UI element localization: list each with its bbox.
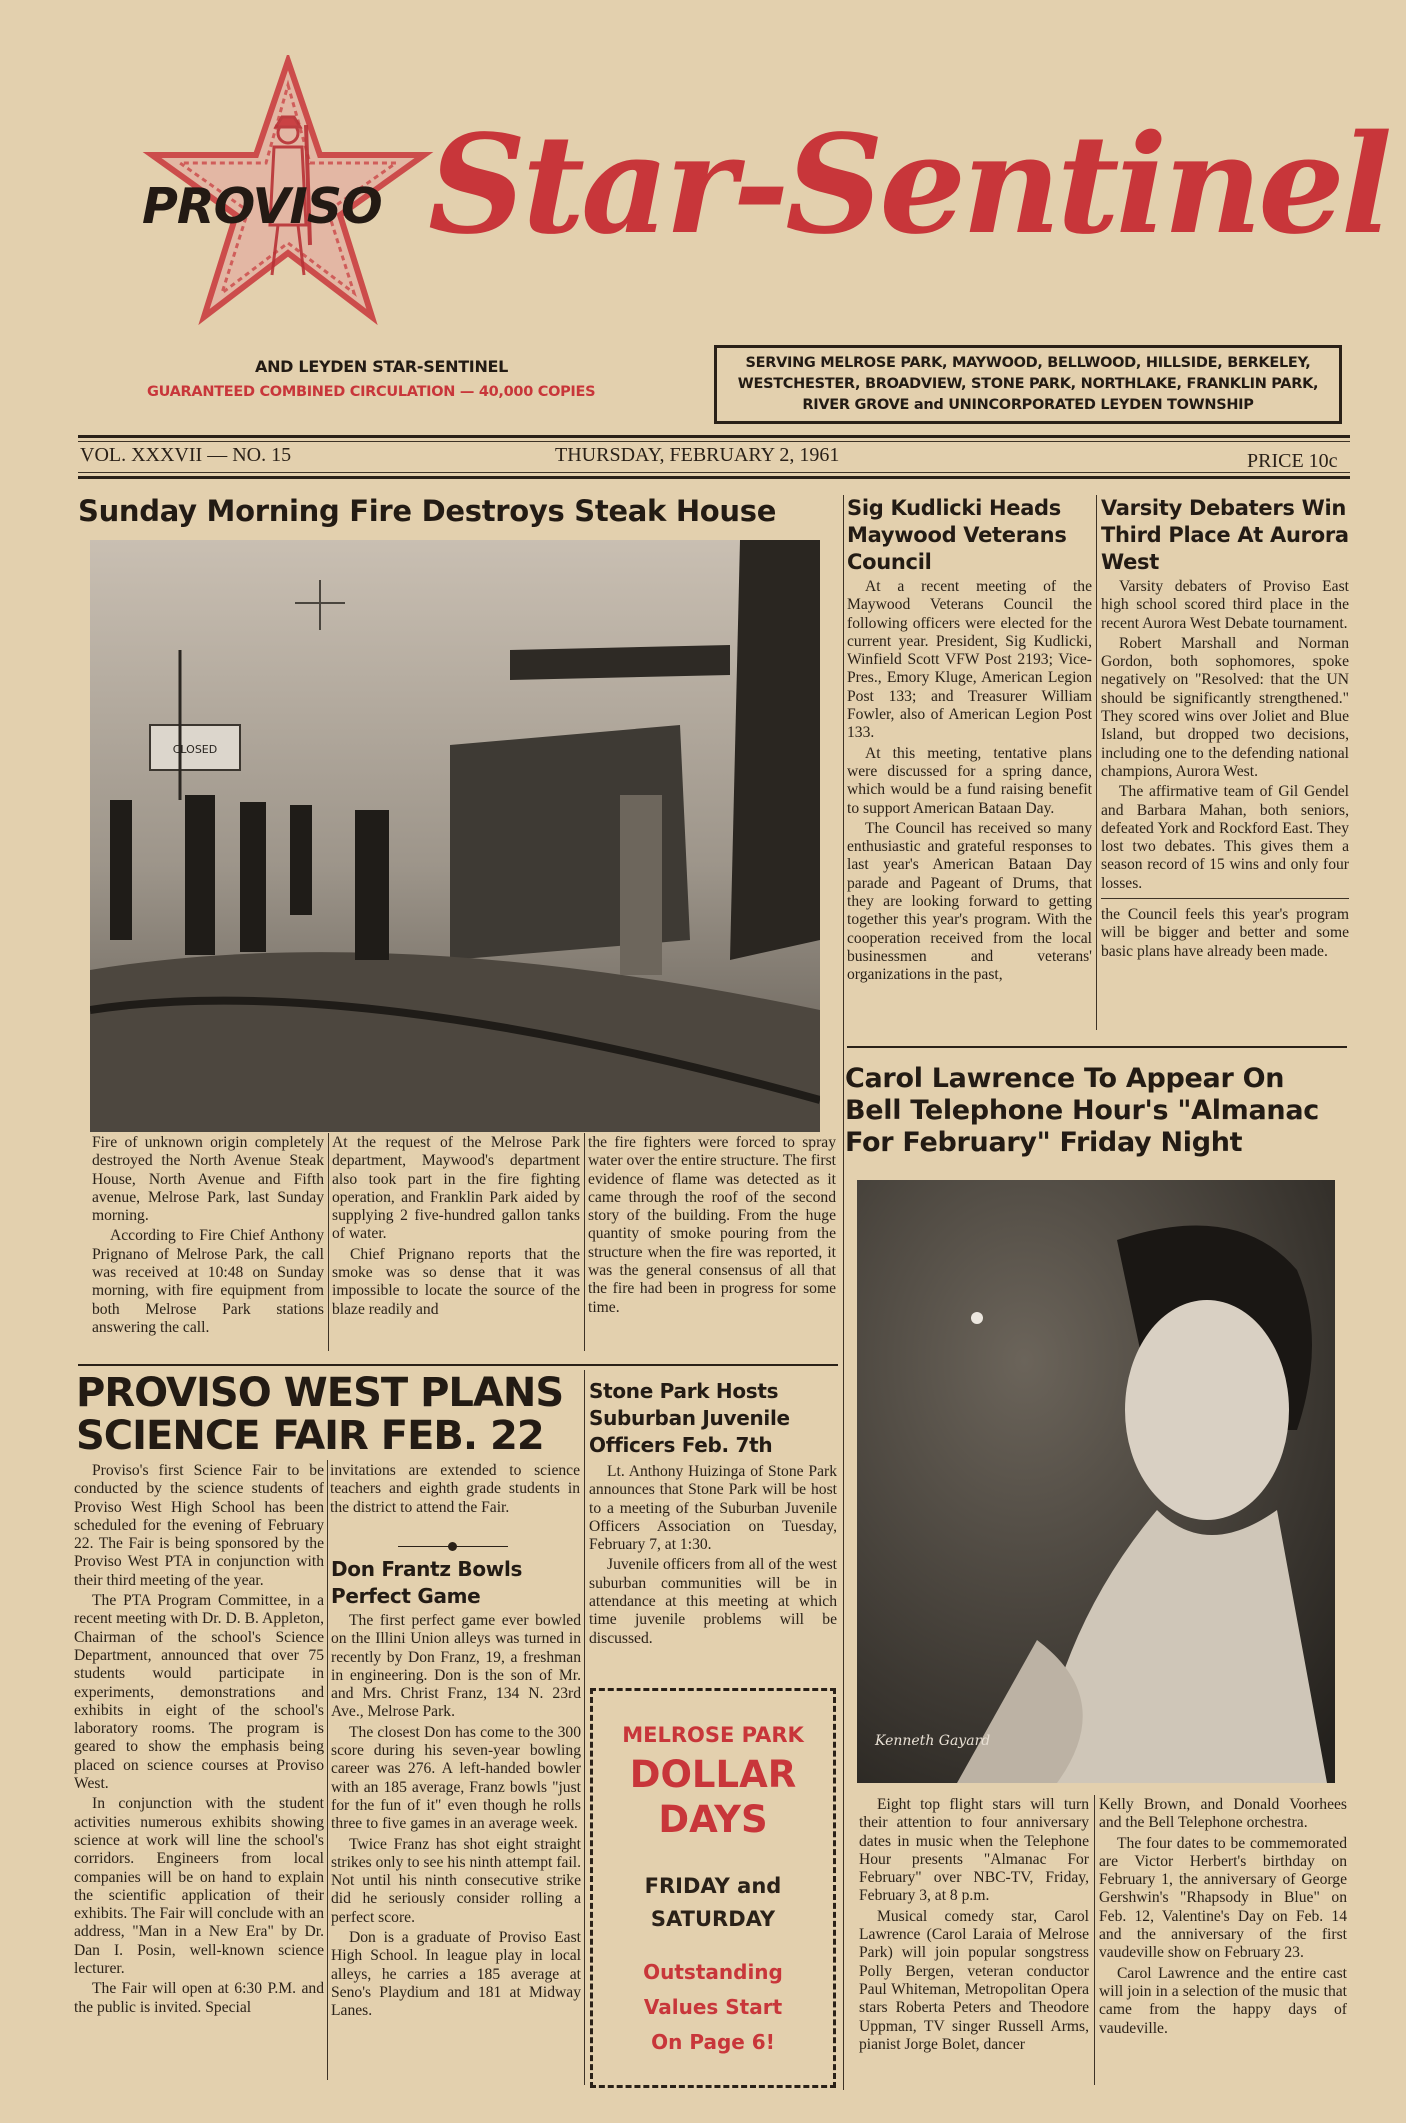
masthead-subtitle: AND LEYDEN STAR-SENTINEL xyxy=(255,357,509,376)
fire-column-3: the fire fighters were forced to spray water over the entire structure. The first evidence of flame was detected as it came through the roof of the second story of the building. From the huge quantity of smoke pouring from the structure when the fire was reported, it was the general consensus of all that the fire had been in progress for some time. xyxy=(588,1134,836,1316)
science-column-1: Proviso's first Science Fair to be conducted by the science students of Proviso West High School has been scheduled for the evening of February 22. The Fair is being sponsored by the Proviso West PTA in conjunction with their third meeting of the year. The PTA Program Committee, in a recent meeting with Dr. D. B. Appleton, Chairman of the school's Science Department, announced that over 75 students would participate in experiments, demonstrations and exhibits in eight of the school's laboratory rooms. The program is geared to show the emphasis being placed on science courses at Proviso West. In conjunction with the student activities numerous exhibits showing science at work will line the school's corridors. Engineers from local companies will be on hand to explain the scientific application of their exhibits. The Fair will conclude with an address, "Man in a New Era" by Dr. Dan I. Posin, well-known science lecturer. The Fair will open at 6:30 P.M. and the public is invited. Special xyxy=(74,1462,324,2016)
ad-line-6: Outstanding xyxy=(643,1960,783,1984)
divider-dot-icon xyxy=(448,1542,457,1551)
masthead-title: Star-Sentinel xyxy=(428,105,1389,265)
serving-text: SERVING MELROSE PARK, MAYWOOD, BELLWOOD, HILLSIDE, BERKELEY, WESTCHESTER, BROADVIEW, STONE PARK, NORTHLAKE, FRANKLIN PARK, RIVER GROVE and UNINCORPORATED LEYDEN TOWNSHIP xyxy=(737,355,1319,413)
ad-line-2: DOLLAR xyxy=(629,1753,797,1796)
fire-photo xyxy=(90,540,820,1132)
frantz-headline: Don Frantz Bowls Perfect Game xyxy=(331,1557,523,1608)
serving-box xyxy=(714,345,1342,424)
science-headline-line1: PROVISO WEST PLANS xyxy=(76,1370,564,1416)
ad-line-1: MELROSE PARK xyxy=(622,1723,804,1747)
stonepark-story: Stone Park Hosts Suburban Juvenile Officers Feb. 7th Lt. Anthony Huizinga of Stone Park announces that Stone Park will be host to a meeting of the Suburban Juvenile Officers Association on Tuesday, February 7, at 1:30. Juvenile officers from all of the west suburban communities will be in attendance at this meeting at which time juvenile problems will be discussed. xyxy=(589,1379,837,1647)
frantz-divider xyxy=(398,1541,508,1553)
ad-line-3: DAYS xyxy=(658,1798,768,1841)
kudlicki-headline: Sig Kudlicki Heads Maywood Veterans Council xyxy=(847,496,1067,574)
kudlicki-story: Sig Kudlicki Heads Maywood Veterans Council At a recent meeting of the Maywood Veterans Council the following officers were elected for the current year. President, Sig Kudlicki, Winfield Scott VFW Post 2193; Vice-Pres., Emory Kluge, American Legion Post 133; and Treasurer William Fowler, also of American Legion Post 133. At this meeting, tentative plans were discussed for a spring dance, which would be a fund raising benefit to support American Bataan Day. The Council has received so many enthusiastic and grateful responses to last year's American Bataan Day parade and Pageant of Drums, that they are looking forward to getting together this year's program. With the cooperation received from the local businessmen and veterans' organizations in the past, xyxy=(847,496,1092,984)
kudlicki-continuation: the Council feels this year's program will be bigger and better and some basic plans have already been made. xyxy=(1101,906,1349,960)
fire-photo-sign: CLOSED xyxy=(172,743,218,756)
stonepark-headline: Stone Park Hosts Suburban Juvenile Officers Feb. 7th xyxy=(589,1379,790,1457)
science-headline-line2: SCIENCE FAIR FEB. 22 xyxy=(76,1413,544,1459)
proviso-logo-text: PROVISO xyxy=(142,178,382,235)
masthead-circulation: GUARANTEED COMBINED CIRCULATION — 40,000 COPIES xyxy=(147,384,596,400)
carol-headline: Carol Lawrence To Appear On Bell Telephone Hour's "Almanac For February" Friday Night xyxy=(845,1063,1319,1158)
carol-column-1: Eight top flight stars will turn their attention to four anniversary dates in music when the Telephone Hour presents "Almanac For February" over NBC-TV, Friday, February 3, at 8 p.m. Musical comedy star, Carol Lawrence (Carol Laraia of Melrose Park) will join popular songstress Polly Bergen, veteran conductor Paul Whiteman, Metropolitan Opera stars Roberta Peters and Theodore Uppman, TV singer Russell Arms, pianist Jorge Bolet, dancer xyxy=(859,1796,1089,2053)
volume-number: VOL. XXXVII — NO. 15 xyxy=(80,444,292,466)
debaters-story: Varsity Debaters Win Third Place At Aurora West Varsity debaters of Proviso East high school scored third place in the recent Aurora West Debate tournament. Robert Marshall and Norman Gordon, both sophomores, spoke negatively on "Resolved: that the UN should be significantly strengthened." They scored wins over Joliet and Blue Island, but dropped two decisions, including one to the defending national champions, Aurora West. The affirmative team of Gil Gendel and Barbara Mahan, both seniors, defeated York and Rockford East. They lost two debates. This gives them a season record of 15 wins and only four losses. the Council feels this year's program will be bigger and better and some basic plans have already been made. xyxy=(1101,496,1349,960)
price: PRICE 10c xyxy=(1247,450,1338,472)
fire-column-1: Fire of unknown origin completely destroyed the North Avenue Steak House, North Avenue and Fifth avenue, Melrose Park, last Sunday morning. According to Fire Chief Anthony Prignano of Melrose Park, the call was received at 10:48 on Sunday morning, with fire equipment from both Melrose Park stations answering the call. xyxy=(92,1134,324,1336)
carol-photo-signature: Kenneth Gayard xyxy=(875,1733,991,1749)
fire-headline: Sunday Morning Fire Destroys Steak House xyxy=(78,494,777,528)
frantz-story: Don Frantz Bowls Perfect Game The first perfect game ever bowled on the Illini Union alleys was turned in recently by Don Franz, 19, a freshman in engineering. Don is the son of Mr. and Mrs. Christ Franz, 134 N. 23rd Ave., Melrose Park. The closest Don has come to the 300 score during his seven-year bowling career was 276. A left-handed bowler with an 185 average, Franz bowls "just for the fun of it" even though he rolls three to five games in an average week. Twice Franz has shot eight straight strikes only to see his ninth attempt fail. Not until his ninth consecutive strike did he seriously consider rolling a perfect score. Don is a graduate of Proviso East High School. In league play in local alleys, he carries a 185 average at Seno's Playdium and 181 at Midway Lanes. xyxy=(331,1557,581,2020)
science-column-2: invitations are extended to science teachers and eighth grade students in the district to attend the Fair. xyxy=(330,1462,580,1516)
ad-line-7: Values Start xyxy=(643,1995,783,2019)
ad-line-8: On Page 6! xyxy=(651,2030,775,2054)
carol-column-2: Kelly Brown, and Donald Voorhees and the Bell Telephone orchestra. The four dates to be commemorated are Victor Herbert's birthday on February 1, the anniversary of George Gershwin's "Rhapsody in Blue" on Feb. 12, Valentine's Day on Feb. 14 and the anniversary of the first vaudeville show on February 23. Carol Lawrence and the entire cast will join in a selection of the music that came from the happy days of vaudeville. xyxy=(1099,1796,1347,2037)
fire-column-2: At the request of the Melrose Park department, Maywood's department also took part in the fire fighting operation, and Franklin Park aided by supplying 2 five-hundred gallon tanks of water. Chief Prignano reports that the smoke was so dense that it was impossible to locate the source of the blaze readily and xyxy=(332,1134,580,1318)
carol-photo xyxy=(857,1180,1335,1783)
debaters-headline: Varsity Debaters Win Third Place At Aurora West xyxy=(1101,496,1349,574)
issue-date: THURSDAY, FEBRUARY 2, 1961 xyxy=(555,444,840,466)
ad-line-4: FRIDAY and xyxy=(644,1874,782,1898)
dollar-days-ad xyxy=(590,1688,836,2088)
ad-line-5: SATURDAY xyxy=(650,1907,776,1931)
